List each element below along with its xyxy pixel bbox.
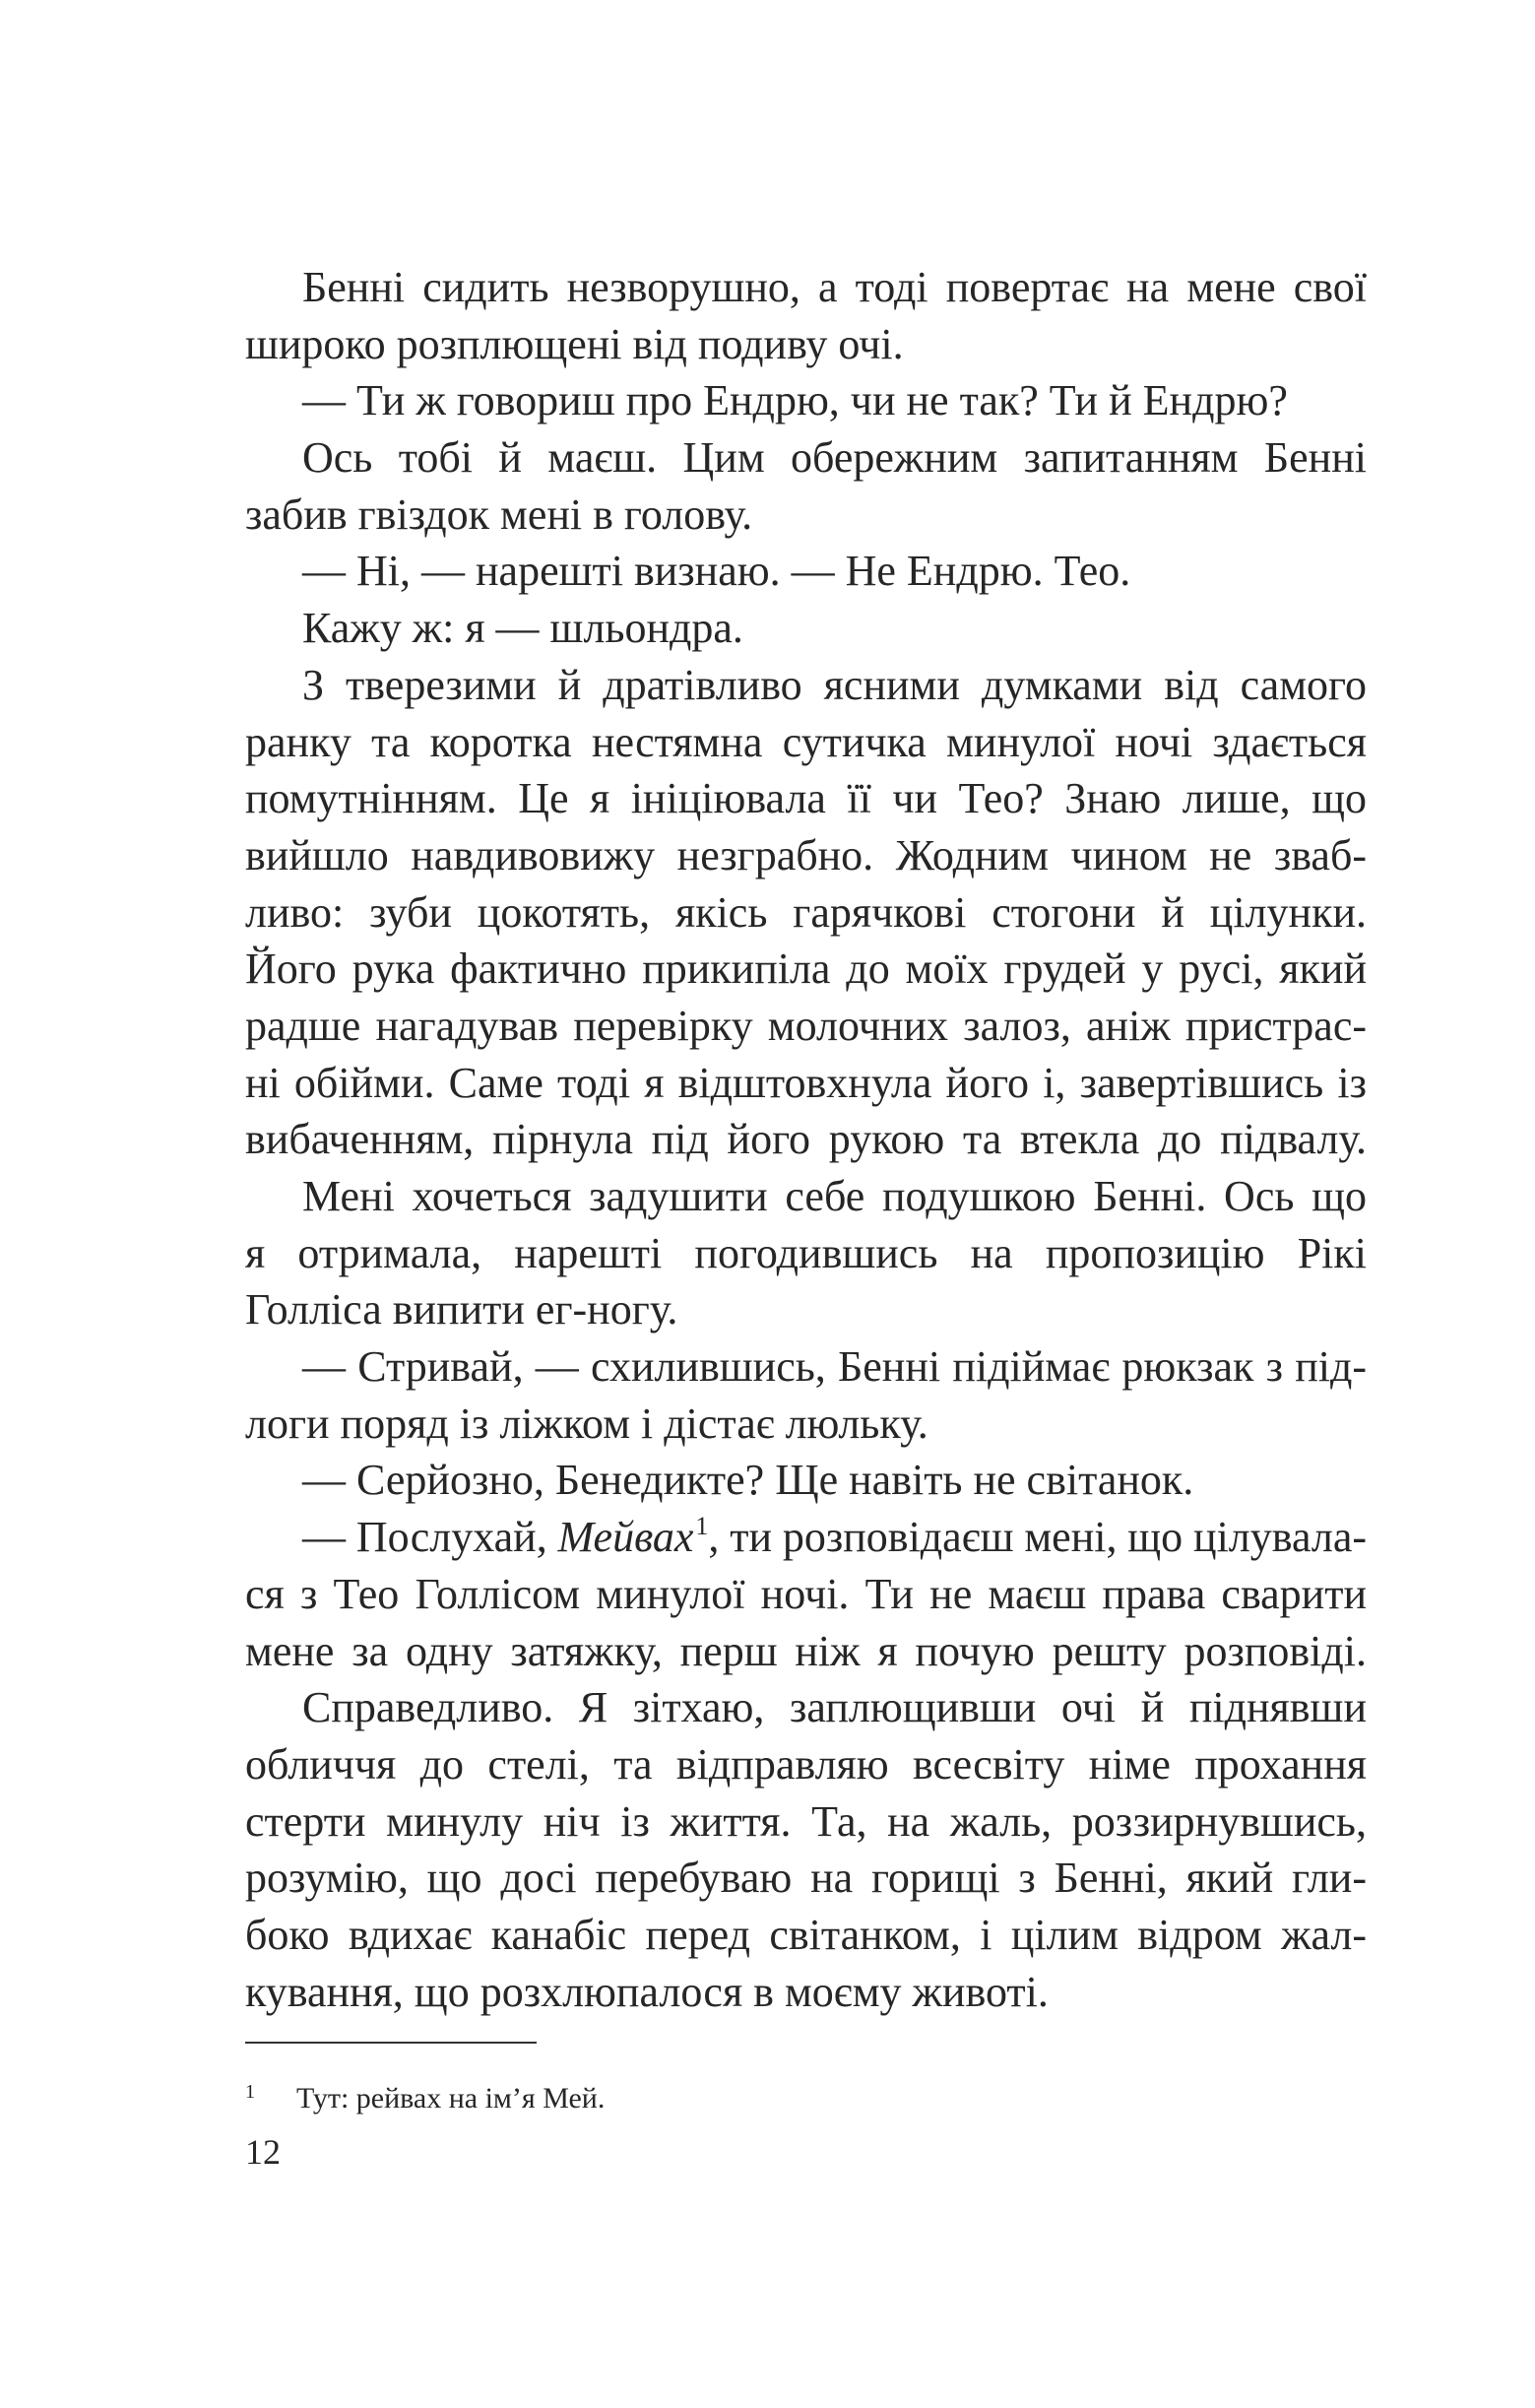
line-text: стерти минулу ніч із життя. Та, на жаль, роззирнувшись, xyxy=(245,1796,1367,1846)
text-line xyxy=(245,429,1367,487)
text-line xyxy=(245,1793,1367,1851)
italic-name: Мейвах xyxy=(557,1513,694,1562)
text-line xyxy=(245,1566,1367,1623)
paragraph xyxy=(245,543,1367,600)
paragraph xyxy=(245,372,1367,429)
text-line xyxy=(245,1111,1367,1168)
line-text-end: , ти розповідаєш мені, що цілувала- xyxy=(708,1513,1367,1562)
text-line xyxy=(245,998,1367,1055)
text-line xyxy=(245,1168,1367,1225)
text-line xyxy=(245,827,1367,884)
line-text: Справедливо. Я зітхаю, заплющивши очі й піднявши xyxy=(302,1683,1367,1732)
footnote-divider xyxy=(245,2042,537,2044)
line-text xyxy=(302,1509,1367,1572)
line-text: вийшло навдивовижу незграбно. Жодним чином не зваб- xyxy=(245,830,1367,879)
line-text: — Серйозно, Бенедикте? Ще навіть не світанок. xyxy=(302,1456,1194,1505)
paragraph xyxy=(245,1452,1367,1509)
text-line xyxy=(245,1452,1367,1509)
line-text: Його рука фактично прикипіла до моїх грудей у русі, який xyxy=(245,944,1367,994)
line-text: помутнінням. Це я ініціювала її чи Тео? Знаю лише, що xyxy=(245,774,1367,823)
line-text: радше нагадував перевірку молочних залоз, аніж пристрас- xyxy=(245,1001,1367,1050)
paragraph xyxy=(245,259,1367,372)
line-text: я отримала, нарешті погодившись на пропозицію Рікі xyxy=(245,1228,1367,1277)
text-line xyxy=(245,1679,1367,1736)
text-line xyxy=(245,1396,1367,1453)
text-line xyxy=(245,1964,1367,2021)
paragraph xyxy=(245,1509,1367,1679)
line-text: ні обійми. Саме тоді я відштовхнула його і, завертівшись із xyxy=(245,1058,1367,1107)
paragraph xyxy=(245,657,1367,1168)
paragraph xyxy=(245,429,1367,543)
line-text: З тверезими й дратівливо ясними думками від самого xyxy=(302,660,1367,709)
line-text: вибаченням, пірнула під його рукою та втекла до підвалу. xyxy=(245,1115,1367,1164)
footnote xyxy=(245,2076,605,2121)
footnote-text: Тут: рейвах на ім’я Мей. xyxy=(296,2082,606,2115)
line-text: Голліса випити ег-ногу. xyxy=(245,1285,678,1334)
text-line xyxy=(245,259,1367,316)
line-text: Мені хочеться задушити себе подушкою Бенні. Ось що xyxy=(302,1172,1367,1220)
line-text: розумію, що досі перебуваю на горищі з Бенні, який гли- xyxy=(245,1854,1367,1903)
text-line xyxy=(245,941,1367,998)
text-line xyxy=(245,1850,1367,1907)
line-text: мене за одну затяжку, перш ніж я почую решту розповіді. xyxy=(245,1626,1367,1675)
text-line xyxy=(245,1509,1367,1566)
page-number: 12 xyxy=(245,2132,281,2172)
paragraph xyxy=(245,1679,1367,2020)
line-text: — Ти ж говориш про Ендрю, чи не так? Ти й Ендрю? xyxy=(302,376,1288,425)
line-text: ранку та коротка нестямна сутичка минулої ночі здається xyxy=(245,717,1367,766)
line-text: ливо: зуби цокотять, якісь гарячкові стогони й цілунки. xyxy=(245,887,1367,937)
footnote-reference[interactable]: 1 xyxy=(695,1512,709,1541)
line-text: кування, що розхлюпалося в моєму животі. xyxy=(245,1967,1049,2016)
text-line xyxy=(245,1338,1367,1396)
text-line xyxy=(245,657,1367,714)
text-line xyxy=(245,600,1367,657)
line-text: Кажу ж: я — шльондра. xyxy=(302,604,743,653)
text-line xyxy=(245,714,1367,771)
text-line xyxy=(245,1055,1367,1112)
line-text-start: — Послухай, xyxy=(302,1513,558,1562)
line-text: Ось тобі й маєш. Цим обережним запитанням Бенні xyxy=(302,433,1367,483)
line-text: забив гвіздок мені в голову. xyxy=(245,489,753,539)
line-text: — Стривай, — схилившись, Бенні підіймає рюкзак з під- xyxy=(302,1342,1367,1392)
line-text: Бенні сидить незворушно, а тоді повертає на мене свої xyxy=(302,263,1367,311)
line-text: — Ні, — нарешті визнаю. — Не Ендрю. Тео. xyxy=(302,547,1131,596)
line-text: обличчя до стелі, та відправляю всесвіту німе прохання xyxy=(245,1739,1367,1789)
paragraph xyxy=(245,1338,1367,1452)
paragraph xyxy=(245,1168,1367,1338)
text-line xyxy=(245,487,1367,544)
text-line xyxy=(245,543,1367,600)
text-line xyxy=(245,1225,1367,1282)
line-text: логи поряд із ліжком і дістає люльку. xyxy=(245,1399,928,1448)
text-line xyxy=(245,1907,1367,1964)
line-text: ся з Тео Голлісом минулої ночі. Ти не маєш права сварити xyxy=(245,1569,1367,1618)
paragraph xyxy=(245,600,1367,657)
text-line xyxy=(245,1281,1367,1338)
body-text xyxy=(245,259,1367,2020)
footnote-marker: 1 xyxy=(245,2081,255,2103)
text-line xyxy=(245,316,1367,373)
text-line xyxy=(245,1736,1367,1793)
text-line xyxy=(245,372,1367,429)
text-line xyxy=(245,1623,1367,1680)
line-text: широко розплющені від подиву очі. xyxy=(245,319,904,368)
text-line xyxy=(245,884,1367,942)
text-line xyxy=(245,770,1367,827)
line-text: боко вдихає канабіс перед світанком, і цілим відром жал- xyxy=(245,1910,1367,1959)
